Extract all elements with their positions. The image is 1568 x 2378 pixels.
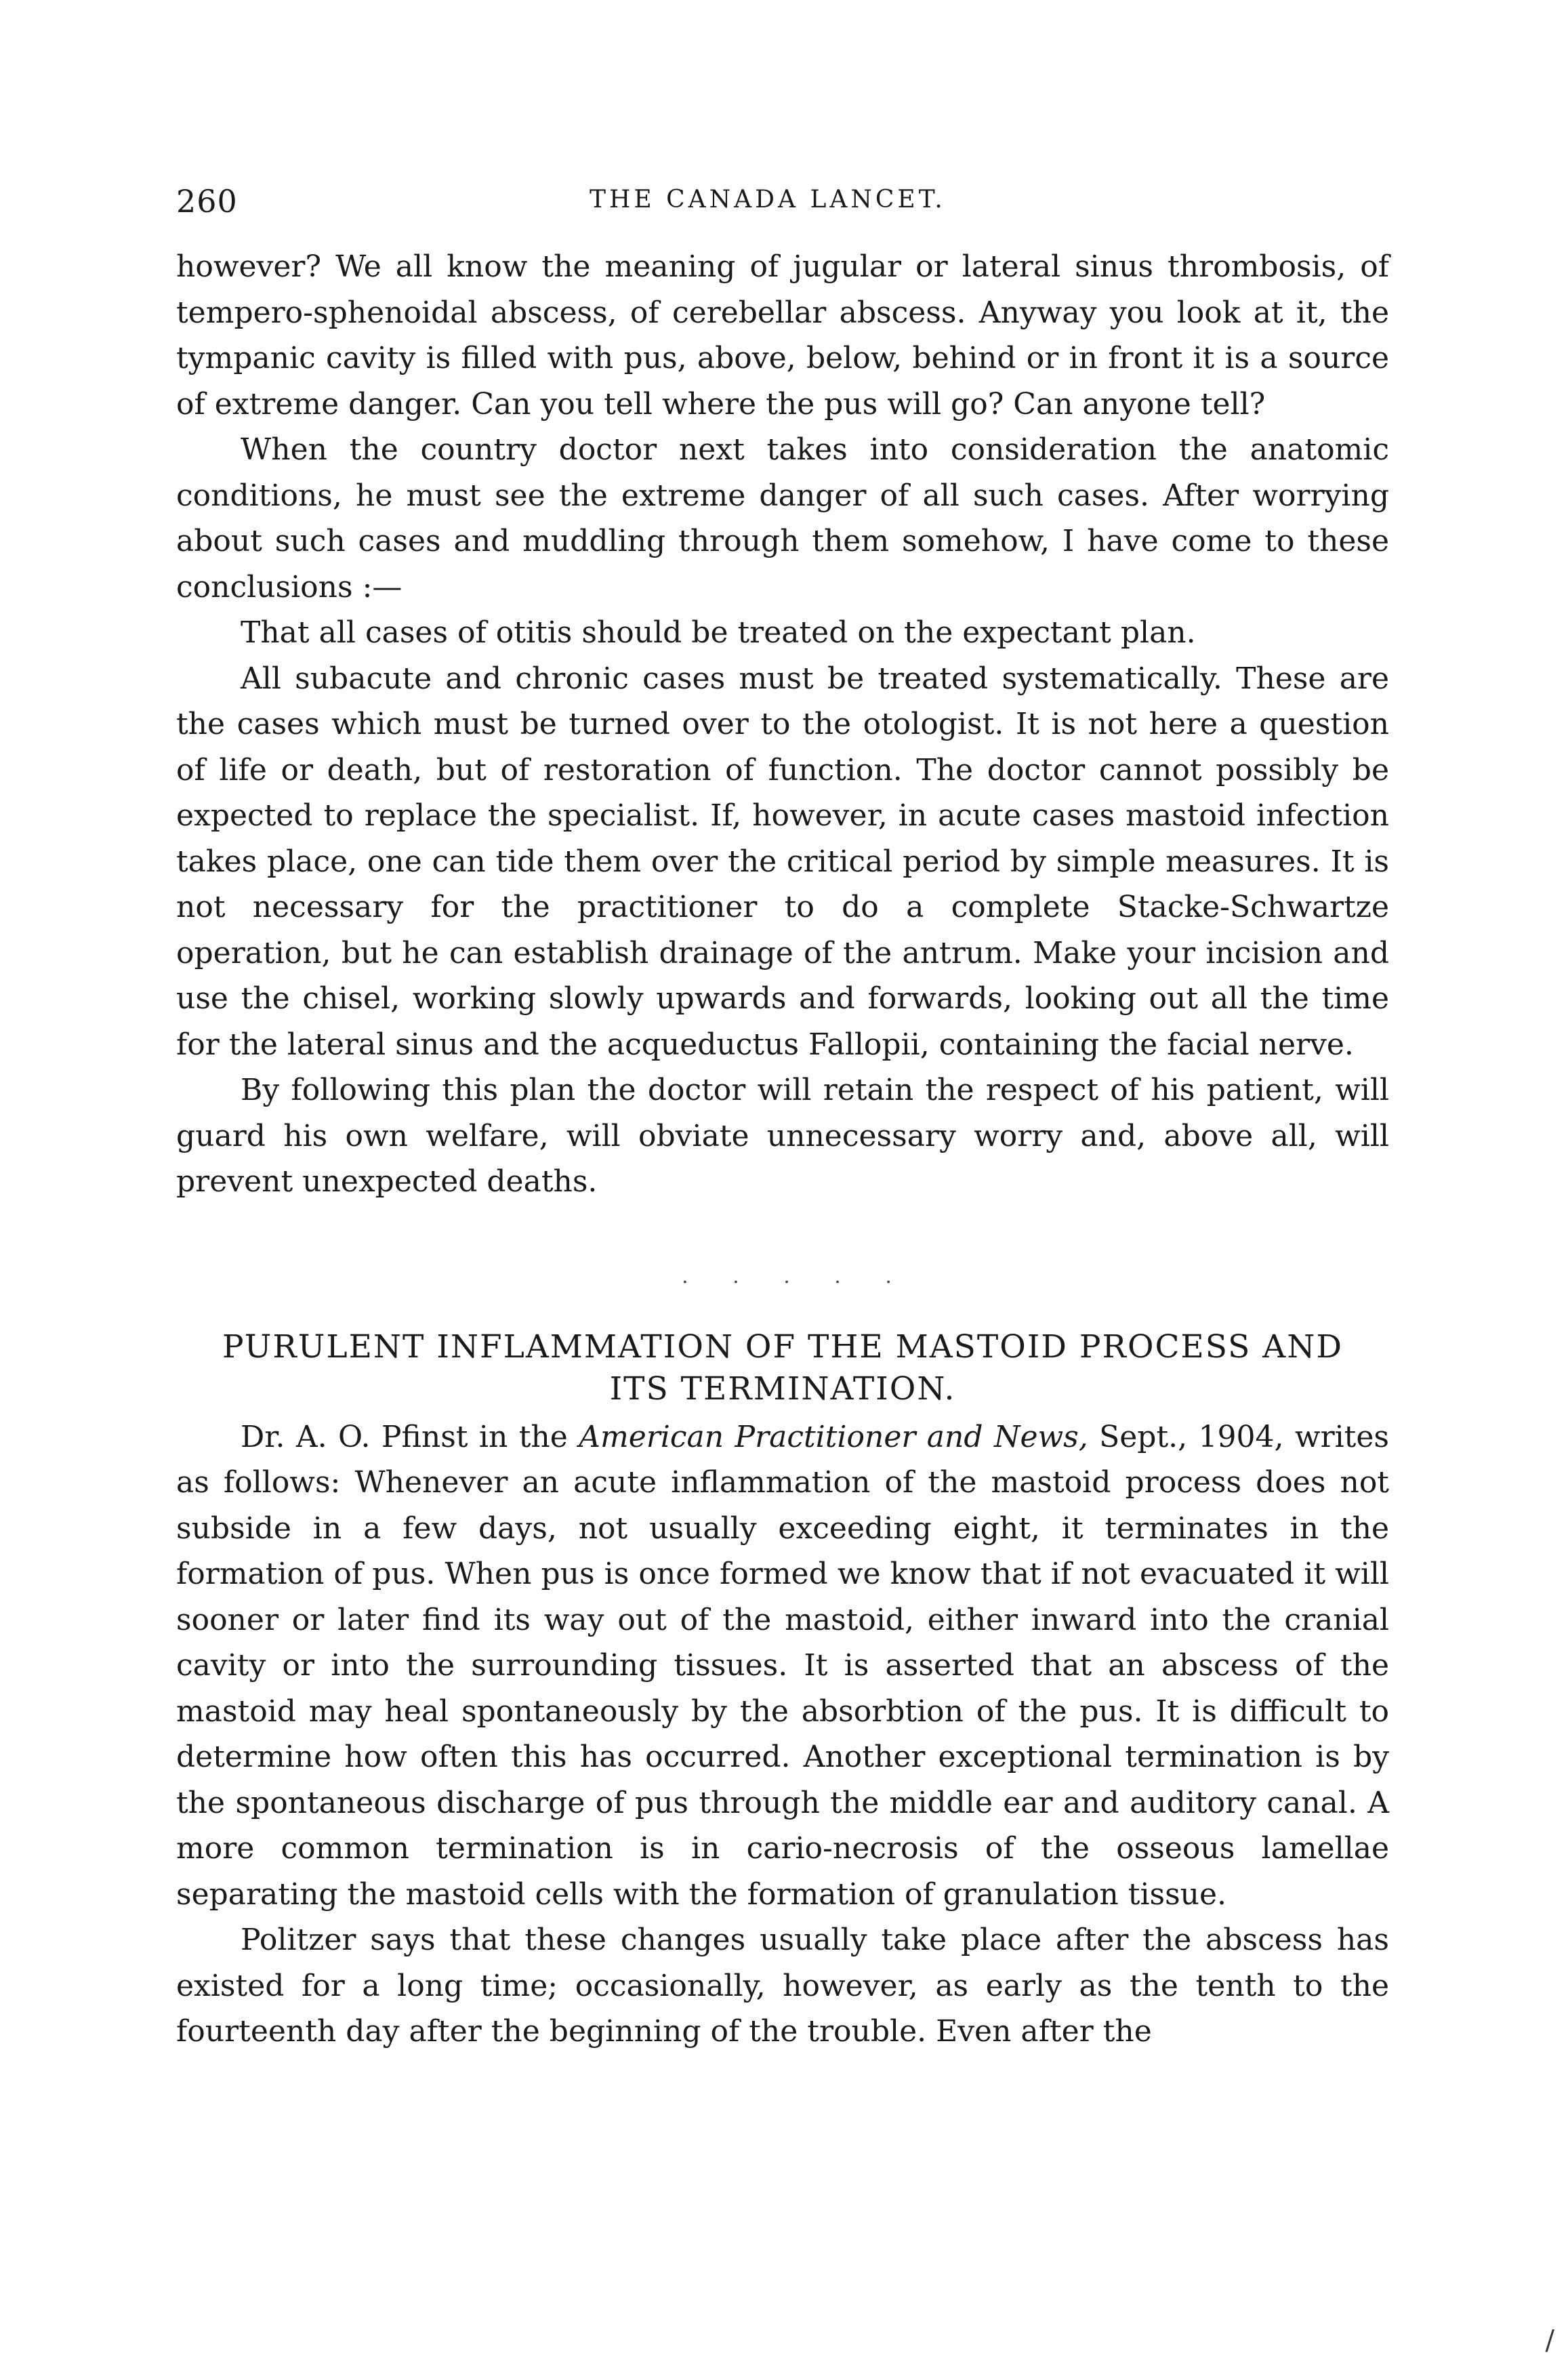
section-separator: . . . . . (682, 1264, 911, 1288)
article-intro-paragraph (176, 1414, 1389, 1918)
paragraph: Politzer says that these changes usually take place after the abscess has existed for a long time; occasionally, however, as early as the tenth to the fourteenth day after the beginning of the trouble. Even after the (176, 1923, 1389, 2049)
intro-text-continued: Sept., 1904, writes as follows: Whenever an acute inflammation of the mastoid process does not subside in a few days, not usually exceeding eight, it terminates in the formation of pus. When pus is once formed we know that if not evacuated it will sooner or later find its way out of the mastoid, either inward into the cranial cavity or into the surrounding tissues. It is asserted that an abscess of the mastoid may heal spontaneously by the absorbtion of the pus. It is difficult to determine how often this has occurred. Another exceptional termination is by the spontaneous discharge of pus through the middle ear and auditory canal. A more common termination is in cario-necrosis of the osseous lamellae separating the mastoid cells with the formation of granulation tissue. (176, 1419, 1389, 1912)
article-heading (176, 1326, 1389, 1410)
article-heading-line-2: ITS TERMINATION. (609, 1370, 956, 1408)
running-head (176, 183, 1389, 224)
intro-text: Dr. A. O. Pfinst in the (241, 1419, 579, 1454)
article-heading-line-1: PURULENT INFLAMMATION OF THE MASTOID PROCESS AND (222, 1328, 1343, 1366)
book-page (176, 183, 1389, 2055)
paragraph: By following this plan the doctor will retain the respect of his patient, will guard his own welfare, will obviate unnecessary worry and, above all, will prevent unexpected deaths. (176, 1073, 1389, 1199)
continued-text (176, 244, 1389, 1205)
paragraph: All subacute and chronic cases must be treated systematically. These are the cases which must be turned over to the otologist. It is not here a question of life or death, but of restoration of function. The doctor cannot possibly be expected to replace the specialist. If, however, in acute cases mastoid infection takes place, one can tide them over the critical period by simple measures. It is not necessary for the practitioner to do a complete Stacke-Schwartze operation, but he can establish drainage of the antrum. Make your incision and use the chisel, working slowly upwards and forwards, looking out all the time for the lateral sinus and the acqueductus Fallopii, containing the facial nerve. (176, 661, 1389, 1062)
paragraph: however? We all know the meaning of jugular or lateral sinus thrombosis, of tempero-sphenoidal abscess, of cerebellar abscess. Anyway you look at it, the tympanic cavity is filled with pus, above, below, behind or in front it is a source of extreme danger. Can you tell where the pus will go? Can anyone tell? (176, 249, 1389, 422)
article-body (176, 1414, 1389, 2055)
paragraph: When the country doctor next takes into consideration the anatomic conditions, he must see the extreme danger of all such cases. After worrying about such cases and muddling through them somehow, I have come to these conclusions :— (176, 432, 1389, 604)
journal-title: THE CANADA LANCET. (590, 186, 946, 213)
journal-citation: American Practitioner and News, (579, 1419, 1088, 1454)
corner-mark: / (1545, 2325, 1554, 2356)
page-number: 260 (176, 183, 238, 220)
paragraph: That all cases of otitis should be treated on the expectant plan. (241, 615, 1196, 650)
